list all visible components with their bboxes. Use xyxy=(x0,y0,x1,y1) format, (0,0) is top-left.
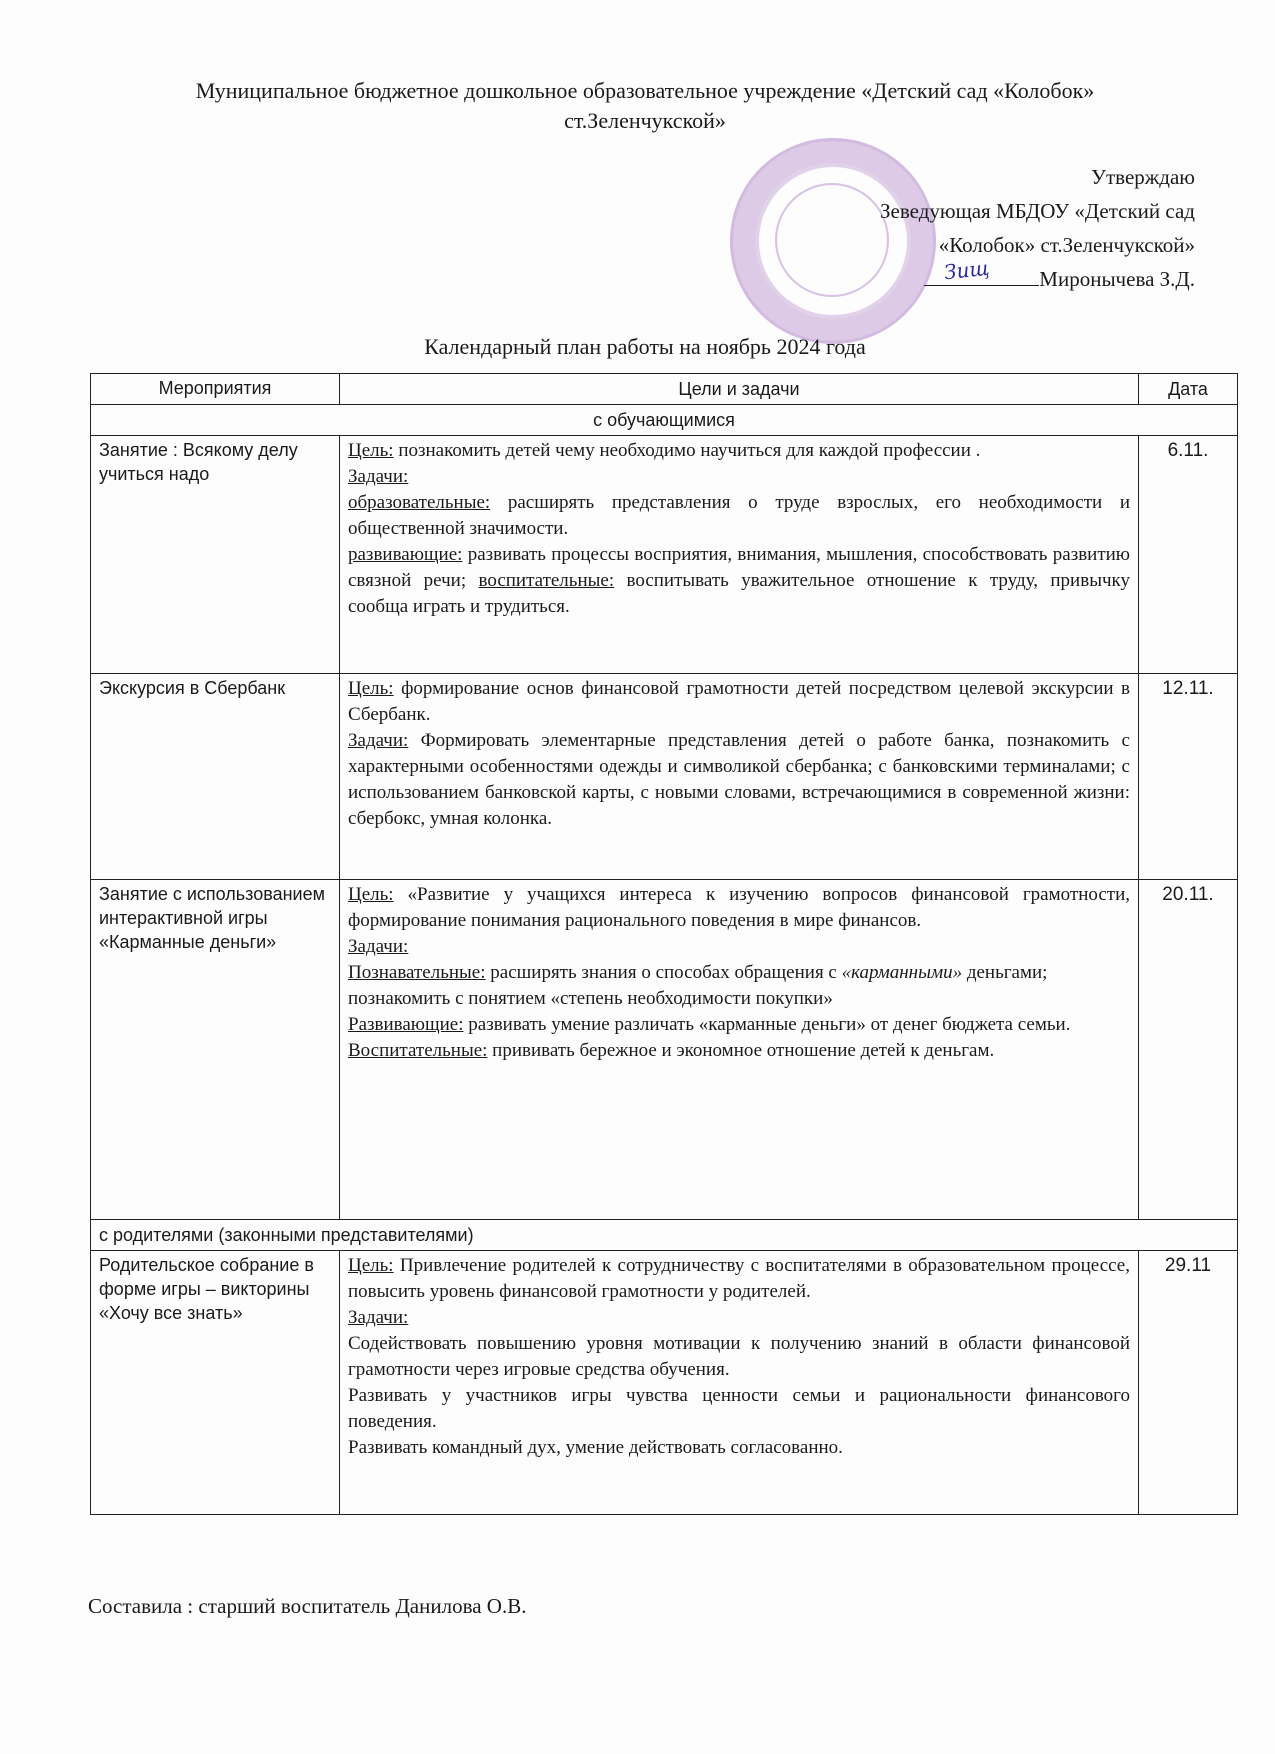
edu-label: образовательные: xyxy=(348,492,491,513)
cog-text-a: расширять знания о способах обращения с xyxy=(485,962,842,983)
goal-text: «Развитие у учащихся интереса к изучению вопросов финансовой грамотности, формирование понимания рационального поведения в мире финансов. xyxy=(348,884,1130,931)
section-row-students xyxy=(91,405,1238,436)
task-item: Развивать у участников игры чувства ценности семьи и рациональности финансового поведения. xyxy=(348,1385,1130,1432)
document-header xyxy=(60,76,1230,136)
goals-cell xyxy=(340,436,1139,674)
goal-label: Цель: xyxy=(348,1255,394,1276)
dev-text: развивать умение различать «карманные деньги» от денег бюджета семьи. xyxy=(463,1014,1071,1035)
goal-label: Цель: xyxy=(348,884,394,905)
approval-heading: Утверждаю xyxy=(1091,165,1195,189)
vos-text: прививать бережное и экономное отношение детей к деньгам. xyxy=(487,1040,995,1061)
cog-line2: познакомить с понятием «степень необходимости покупки» xyxy=(348,988,833,1009)
goal-label: Цель: xyxy=(348,440,394,461)
tasks-label: Задачи: xyxy=(348,936,409,957)
table-header-row xyxy=(91,374,1238,405)
goal-text: Привлечение родителей к сотрудничеству с воспитателями в образовательном процессе, повысить уровень финансовой грамотности у родителей. xyxy=(348,1255,1130,1302)
section-title-parents: с родителями (законными представителями) xyxy=(91,1220,1238,1251)
goal-text: познакомить детей чему необходимо научиться для каждой профессии . xyxy=(393,440,981,461)
event-cell: Родительское собрание в форме игры – викторины «Хочу все знать» xyxy=(91,1251,340,1515)
goal-text: формирование основ финансовой грамотности детей посредством целевой экскурсии в Сбербанк. xyxy=(348,678,1130,725)
task-item: Развивать командный дух, умение действовать согласованно. xyxy=(348,1437,843,1458)
plan-title: Календарный план работы на ноябрь 2024 года xyxy=(424,334,866,359)
vos-label: Воспитательные: xyxy=(348,1040,488,1061)
tasks-label: Задачи: xyxy=(348,730,409,751)
table-row xyxy=(91,674,1238,880)
cog-text-b: деньгами; xyxy=(962,962,1048,983)
vos-text: воспитывать уважительное отношение к труду, привычку сообща играть и трудиться. xyxy=(348,570,1130,617)
cog-label: Познавательные: xyxy=(348,962,486,983)
plan-table xyxy=(90,373,1238,1515)
dev-label: развивающие: xyxy=(348,544,463,565)
goals-cell xyxy=(340,1251,1139,1515)
vos-label: воспитательные: xyxy=(478,570,615,591)
event-cell: Занятие с использованием интерактивной игры «Карманные деньги» xyxy=(91,880,340,1220)
approval-position-line2: «Колобок» ст.Зеленчукской» xyxy=(938,233,1195,257)
cog-text-italic: «карманными» xyxy=(841,962,963,983)
tasks-label: Задачи: xyxy=(348,466,409,487)
section-row-parents xyxy=(91,1220,1238,1251)
section-title-students: с обучающимися xyxy=(91,405,1238,436)
date-cell: 20.11. xyxy=(1139,880,1238,1220)
table-row xyxy=(91,1251,1238,1515)
date-cell: 29.11 xyxy=(1139,1251,1238,1515)
dev-text: развивать процессы восприятия, внимания, мышления, способствовать развитию связной речи; xyxy=(348,544,1130,591)
task-item: Содействовать повышению уровня мотивации к получению знаний в области финансовой грамотности через игровые средства обучения. xyxy=(348,1333,1130,1380)
approval-block xyxy=(880,160,1195,296)
date-cell: 6.11. xyxy=(1139,436,1238,674)
edu-text: расширять представления о труде взрослых, его необходимости и общественной значимости. xyxy=(348,492,1130,539)
column-header-goals: Цели и задачи xyxy=(340,374,1139,405)
author-line: Составила : старший воспитатель Данилова О.В. xyxy=(88,1594,527,1618)
column-header-events: Мероприятия xyxy=(91,374,340,405)
org-name-line2: ст.Зеленчукской» xyxy=(564,108,726,133)
goal-label: Цель: xyxy=(348,678,394,699)
approval-position-line1: Зеведующая МБДОУ «Детский сад xyxy=(880,199,1195,223)
table-row xyxy=(91,880,1238,1220)
signature-line xyxy=(924,255,1039,286)
date-cell: 12.11. xyxy=(1139,674,1238,880)
approver-name: Миронычева З.Д. xyxy=(1039,267,1195,291)
column-header-date: Дата xyxy=(1139,374,1238,405)
goals-cell xyxy=(340,674,1139,880)
event-cell: Экскурсия в Сбербанк xyxy=(91,674,340,880)
stamp-inner-ring xyxy=(775,183,889,297)
event-cell: Занятие : Всякому делу учиться надо xyxy=(91,436,340,674)
org-name-line1: Муниципальное бюджетное дошкольное образовательное учреждение «Детский сад «Колобок» xyxy=(195,78,1095,103)
table-row xyxy=(91,436,1238,674)
goals-cell xyxy=(340,880,1139,1220)
tasks-text: Формировать элементарные представления детей о работе банка, познакомить с характерными особенностями одежды и символикой сбербанка; с банковскими терминалами; с использованием банковской карты, с новыми словами, встречающимися в современной жизни: сбербокс, умная колонка. xyxy=(348,730,1130,829)
dev-label: Развивающие: xyxy=(348,1014,464,1035)
tasks-label: Задачи: xyxy=(348,1307,409,1328)
signature-scribble: Зищ xyxy=(943,255,991,285)
